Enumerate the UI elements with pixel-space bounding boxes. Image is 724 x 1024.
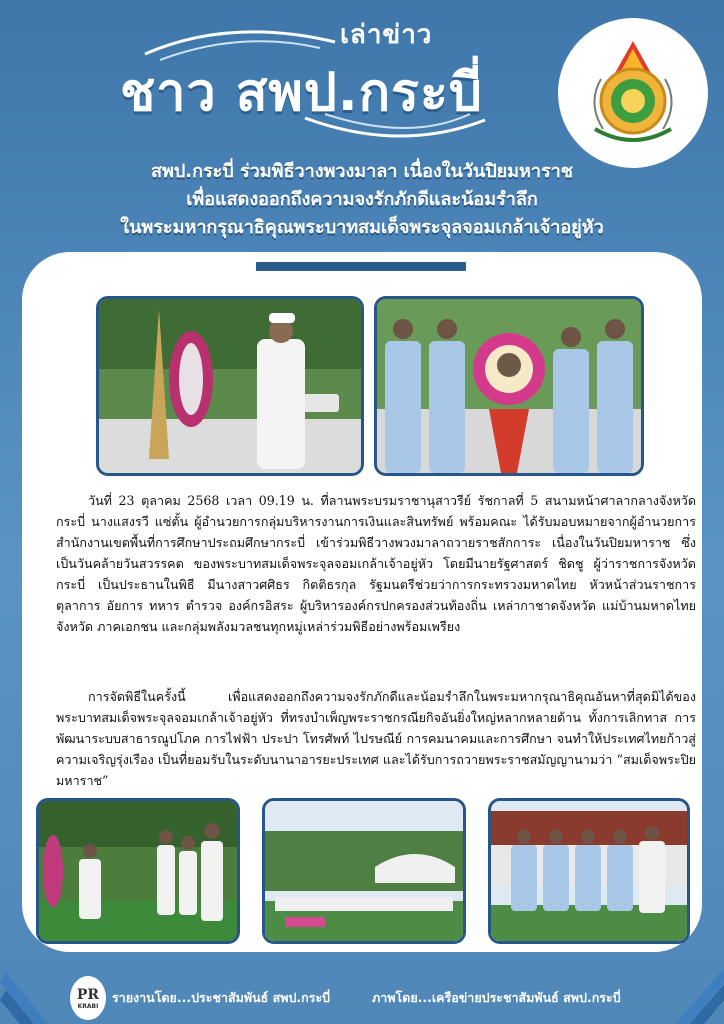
pr-krabi-badge	[70, 976, 106, 1020]
footer-photo-by: ภาพโดย...เครือข่ายประชาสัมพันธ์ สพป.กระบี่	[372, 990, 621, 1005]
obec-emblem-icon	[573, 33, 693, 153]
photo-group-with-wreath	[374, 296, 644, 476]
photo-ceremony-ground	[262, 798, 466, 944]
photo-procession	[36, 798, 240, 944]
organization-logo	[558, 18, 708, 168]
headline-line-1: สพป.กระบี่ ร่วมพิธีวางพวงมาลา เนื่องในวันปิยมหาราช	[150, 161, 574, 182]
headline-line-3: ในพระมหากรุณาธิคุณพระบาทสมเด็จพระจุลจอมเกล้าเจ้าอยู่หัว	[120, 217, 604, 238]
photo-group-portrait	[488, 798, 690, 944]
body-paragraph-1-text: วันที่ 23 ตุลาคม 2568 เวลา 09.19 น. ที่ลานพระบรมราชานุสาวรีย์ รัชกาลที่ 5 สนามหน้าศาลากลางจังหวัดกระบี่ นางแสงรวี แซ่ตั้น ผู้อำนวยการกลุ่มบริหารงานการเงินและสินทรัพย์ พร้อมคณะ ได้รับมอบหมายจากผู้อำนวยการสำนักงานเขตพื้นที่การศึกษาประถมศึกษากระบี่ เข้าร่วมพิธีวางพวงมาลาถวายราชสักการะ เนื่องในวันปิยมหาราช ซึ่งเป็นวันคล้ายวันสวรรคต ของพระบาทสมเด็จพระจุลจอมเกล้าเจ้าอยู่หัว โดยมีนายรัฐศาสตร์ ชิดชู ผู้ว่าราชการจังหวัดกระบี่ เป็นประธานในพิธี มีนางสาวศศิธร กิตติธรกุล รัฐมนตรีช่วยว่าการกระทรวงมหาดไทย หัวหน้าส่วนราชการ ตุลาการ อัยการ ทหาร ตำรวจ องค์กรอิสระ ผู้บริหารองค์กรปกครองส่วนท้องถิ่น เหล่ากาชาดจังหวัด แม่บ้านมหาดไทยจังหวัด ภาคเอกชน และกลุ่มพลังมวลชนทุกหมู่เหล่าร่วมพิธีอย่างพร้อมเพรียง	[56, 493, 696, 634]
headline	[10, 158, 714, 242]
photo-wreath-laying-image	[99, 299, 361, 473]
body-paragraph-2	[56, 686, 696, 791]
photo-group-with-wreath-image	[377, 299, 641, 473]
pr-badge-sub: KRABI	[77, 1002, 99, 1010]
body-paragraph-1	[56, 490, 696, 637]
swoosh-decoration-icon	[300, 108, 490, 148]
header-subtitle: เล่าข่าว	[340, 20, 433, 50]
header-title: ชาว สพป.กระบี่	[120, 63, 483, 123]
headline-line-2: เพื่อแสดงออกถึงความจงรักภักดีและน้อมรำลึก	[186, 189, 538, 210]
photo-wreath-laying	[96, 296, 364, 476]
footer-reported-by: รายงานโดย...ประชาสัมพันธ์ สพป.กระบี่	[112, 990, 331, 1005]
divider-bar	[256, 262, 466, 271]
photo-group-portrait-image	[491, 801, 687, 941]
photo-ceremony-ground-image	[265, 801, 463, 941]
photo-procession-image	[39, 801, 237, 941]
pr-badge-letters: PR	[76, 986, 100, 1003]
body-paragraph-2-text: การจัดพิธีในครั้งนี้ เพื่อแสดงออกถึงความจงรักภักดีและน้อมรำลึกในพระมหากรุณาธิคุณอันหาที่สุดมิได้ของพระบาทสมเด็จพระจุลจอมเกล้าเจ้าอยู่หัว ที่ทรงบำเพ็ญพระราชกรณียกิจอันยิ่งใหญ่หลากหลายด้าน ทั้งการเลิกทาส การพัฒนาระบบสาธารณูปโภค การไฟฟ้า ประปา โทรศัพท์ ไปรษณีย์ การคมนาคมและการศึกษา จนทำให้ประเทศไทยก้าวสู่ความเจริญรุ่งเรือง เป็นที่ยอมรับในระดับนานาอารยะประเทศ และได้รับการถวายพระราชสมัญญานามว่า “สมเด็จพระปิยมหาราช”	[56, 689, 696, 788]
